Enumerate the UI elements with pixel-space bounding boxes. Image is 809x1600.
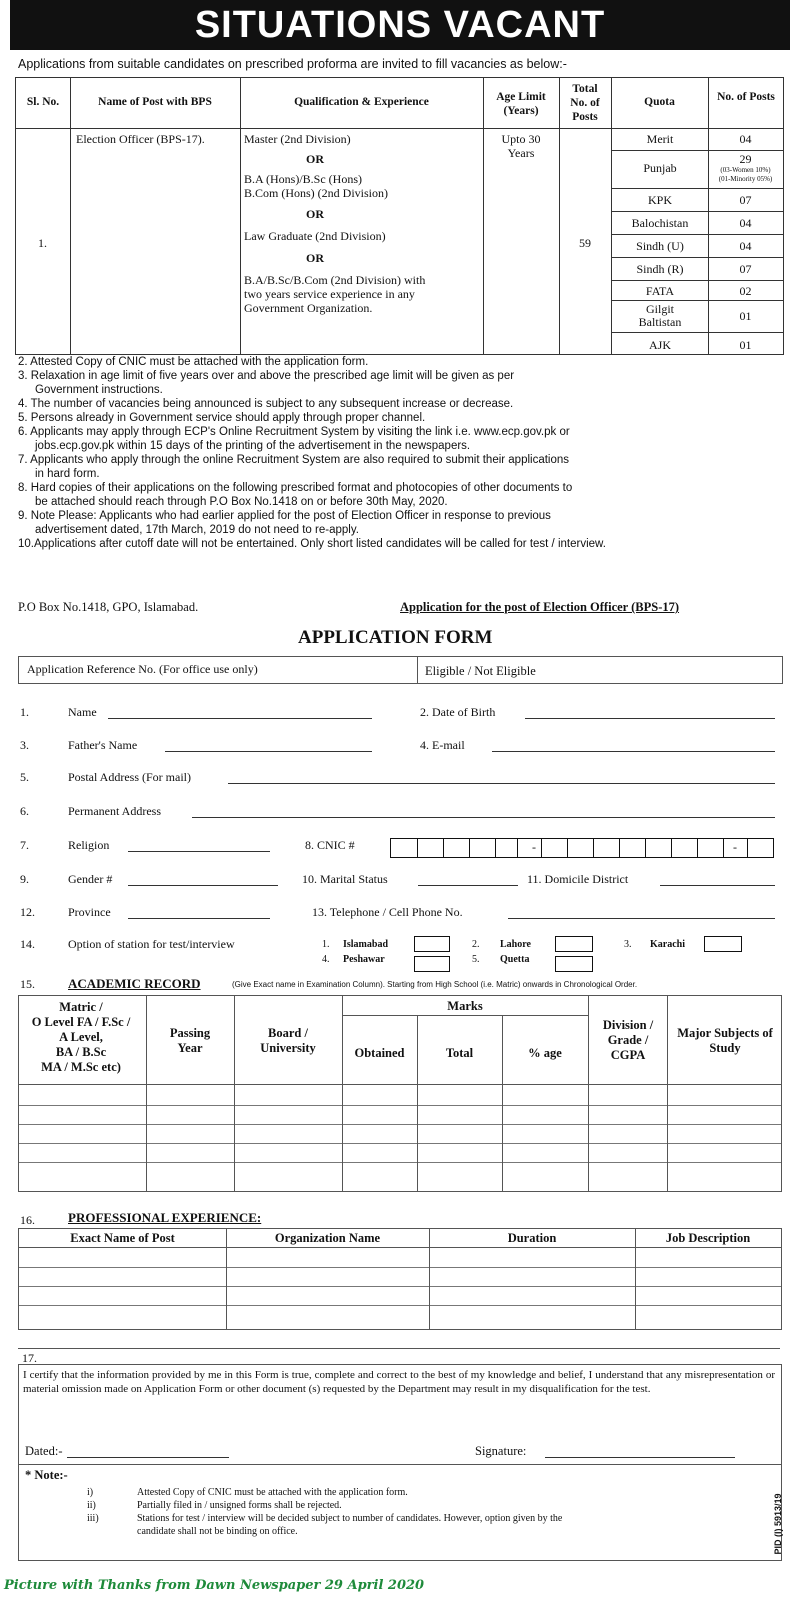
note-item: advertisement dated, 17th March, 2019 do not need to re-apply. — [35, 524, 359, 536]
quota-name: Merit — [646, 132, 674, 146]
page-title-banner: SITUATIONS VACANT — [10, 0, 790, 50]
station-option-label: Option of station for test/interview — [68, 937, 235, 951]
station-num: 4. — [322, 954, 330, 965]
qual-ba-bsc: B.A/B.Sc/B.Com (2nd Division) with — [244, 273, 426, 287]
karachi-checkbox[interactable] — [704, 936, 742, 952]
col-job-description: Job Description — [665, 1231, 751, 1245]
form-note-text: Attested Copy of CNIC must be attached with the application form. — [137, 1487, 408, 1498]
field-num: 14. — [20, 937, 35, 951]
field-num: 5. — [20, 770, 29, 784]
form-notes-list — [87, 1486, 747, 1538]
vacancy-table — [15, 77, 784, 355]
cnic-dash: - — [532, 840, 536, 854]
total-posts-value: 59 — [579, 236, 591, 250]
form-note-num — [87, 1525, 137, 1538]
dated-field[interactable] — [67, 1457, 229, 1458]
form-note-item — [87, 1486, 747, 1499]
domicile-field[interactable] — [660, 885, 775, 886]
quota-posts: 29 — [739, 152, 752, 166]
experience-table — [18, 1228, 782, 1330]
note-item: jobs.ecp.gov.pk within 15 days of the printing of the advertisement in the newspapers. — [35, 440, 471, 452]
note-item: be attached should reach through P.O Box No.1418 on or before 30th May, 2020. — [35, 496, 448, 508]
qual-or-2: OR — [306, 207, 324, 221]
quota-posts: 07 — [739, 262, 752, 276]
col-passing-year: Passing Year — [169, 1026, 211, 1055]
note-item: 5. Persons already in Government service should apply through proper channel. — [18, 412, 426, 424]
form-note-num: iii) — [87, 1513, 99, 1524]
cnic-label: 8. CNIC # — [305, 838, 355, 852]
sl-no-value: 1. — [38, 236, 47, 250]
col-organization: Organization Name — [274, 1231, 381, 1245]
section-num: 15. — [20, 977, 35, 991]
cnic-dash: - — [733, 840, 737, 854]
station-num: 3. — [624, 939, 632, 950]
quota-name: AJK — [648, 338, 671, 352]
col-division: Division / Grade / CGPA — [602, 1018, 654, 1062]
qual-ba-hons: B.A (Hons)/B.Sc (Hons) — [244, 172, 363, 186]
col-subjects: Major Subjects of Study — [677, 1026, 773, 1055]
academic-record-table — [18, 995, 782, 1192]
dob-label: 2. Date of Birth — [420, 705, 496, 719]
office-use-box — [18, 656, 783, 684]
field-num: 1. — [20, 705, 29, 719]
form-note-item — [87, 1499, 747, 1512]
quota-row — [612, 235, 783, 258]
province-field[interactable] — [128, 918, 270, 919]
quota-row — [612, 128, 783, 151]
lahore-label: Lahore — [500, 939, 531, 950]
col-exam-line: Matric / — [59, 1000, 103, 1014]
header-age-limit: Age Limit (Years) — [496, 91, 546, 117]
form-note-num: ii) — [87, 1500, 96, 1511]
peshawar-label: Peshawar — [343, 954, 385, 965]
phone-field[interactable] — [508, 918, 775, 919]
quota-name: Punjab — [643, 161, 677, 175]
col-percentage: % age — [528, 1046, 562, 1060]
section-num: 16. — [20, 1213, 35, 1227]
note-item: 2. Attested Copy of CNIC must be attached with the application form. — [18, 356, 369, 368]
quota-row — [612, 301, 783, 333]
quota-posts: 01 — [739, 309, 752, 323]
eligible-label: Eligible / Not Eligible — [425, 664, 536, 678]
note-item: in hard form. — [35, 468, 100, 480]
form-note-text: Stations for test / interview will be decided subject to number of candidates. However, option given by the — [137, 1513, 563, 1524]
declaration-box — [18, 1364, 782, 1465]
name-label: Name — [68, 705, 97, 719]
karachi-label: Karachi — [650, 939, 685, 950]
field-num: 7. — [20, 838, 29, 852]
quota-row — [612, 212, 783, 235]
note-item: Government instructions. — [35, 384, 163, 396]
po-box: P.O Box No.1418, GPO, Islamabad. — [18, 600, 199, 614]
quota-posts: 02 — [739, 284, 752, 298]
professional-experience-title: PROFESSIONAL EXPERIENCE: — [68, 1210, 262, 1225]
field-num: 3. — [20, 738, 29, 752]
qualification-list — [244, 132, 480, 315]
note-item: 9. Note Please: Applicants who had earlier applied for the post of Election Officer in response to previous — [18, 510, 551, 522]
age-limit-line2: Years — [507, 146, 535, 160]
note-item: 3. Relaxation in age limit of five years over and above the prescribed age limit will be given as per — [18, 370, 515, 382]
col-post: Exact Name of Post — [70, 1231, 175, 1245]
father-name-label: Father's Name — [68, 738, 138, 752]
quota-posts: 07 — [739, 193, 752, 207]
phone-label: 13. Telephone / Cell Phone No. — [312, 905, 463, 919]
form-notes-title: * Note:- — [25, 1468, 68, 1482]
note-item: 6. Applicants may apply through ECP's Online Recruitment System by visiting the link i.e. www.ecp.gov.pk or — [18, 426, 570, 438]
peshawar-checkbox[interactable] — [414, 956, 450, 972]
ref-label: Application Reference No. (For office use only) — [27, 662, 258, 676]
form-note-text: Partially filed in / unsigned forms shall be rejected. — [137, 1500, 342, 1511]
name-field[interactable] — [108, 718, 372, 719]
quota-posts: 04 — [739, 132, 752, 146]
form-note-item — [87, 1525, 747, 1538]
declaration-text: I certify that the information provided by me in this Form is true, complete and correct to the best of my knowledge and belief, I understand that any misrepresentation or material omission made on Application Form or other document (s) requested by the Department may result in my disqualification for the test. — [23, 1369, 775, 1395]
quota-posts: 01 — [739, 338, 752, 352]
quota-name: Sindh (R) — [636, 262, 684, 276]
header-sl-no: Sl. No. — [26, 96, 60, 108]
col-exam-line: MA / M.Sc etc) — [41, 1060, 121, 1074]
quota-name: Gilgit Baltistan — [638, 302, 682, 329]
credit-text: Picture with Thanks from Dawn Newspaper 29 April 2020 — [4, 1578, 425, 1593]
qual-law: Law Graduate (2nd Division) — [244, 229, 386, 243]
email-field[interactable] — [492, 751, 775, 752]
dob-field[interactable] — [525, 718, 775, 719]
gender-field[interactable] — [128, 885, 278, 886]
header-no-of-posts: No. of Posts — [717, 91, 775, 103]
lahore-checkbox[interactable] — [555, 936, 593, 952]
quota-name: Balochistan — [631, 216, 689, 230]
quota-row — [612, 333, 783, 355]
quota-list — [612, 128, 783, 355]
quota-posts: 04 — [739, 216, 752, 230]
age-limit-value — [483, 132, 559, 160]
permanent-address-field[interactable] — [192, 817, 775, 818]
quetta-label: Quetta — [500, 954, 530, 965]
form-note-text: candidate shall not be binding on office. — [137, 1526, 298, 1537]
marital-status-field[interactable] — [418, 885, 518, 886]
application-for: Application for the post of Election Officer (BPS-17) — [400, 600, 680, 614]
gender-label: Gender # — [68, 872, 113, 886]
col-exam — [15, 1000, 147, 1075]
col-board: Board / University — [260, 1026, 316, 1055]
quota-row — [612, 258, 783, 281]
field-num: 6. — [20, 804, 29, 818]
note-item: 8. Hard copies of their applications on the following prescribed format and photocopies of other documents to — [18, 482, 573, 494]
signature-label: Signature: — [475, 1444, 527, 1458]
quota-row — [612, 281, 783, 301]
col-marks: Marks — [447, 999, 483, 1013]
islamabad-checkbox[interactable] — [414, 936, 450, 952]
col-obtained: Obtained — [354, 1046, 405, 1060]
note-item: 7. Applicants who apply through the online Recruitment System are also required to submit their applications — [18, 454, 570, 466]
station-num: 5. — [472, 954, 480, 965]
qual-bcom-hons: B.Com (Hons) (2nd Division) — [244, 186, 388, 200]
religion-label: Religion — [68, 838, 110, 852]
islamabad-label: Islamabad — [343, 939, 389, 950]
postal-address-label: Postal Address (For mail) — [68, 770, 191, 784]
form-notes-box — [18, 1464, 782, 1561]
quota-posts: 04 — [739, 239, 752, 253]
signature-field[interactable] — [545, 1457, 735, 1458]
note-item: 4. The number of vacancies being announced is subject to any subsequent increase or decrease. — [18, 398, 514, 410]
station-num: 1. — [322, 939, 330, 950]
header-quota: Quota — [644, 96, 675, 108]
qual-or-1: OR — [306, 152, 324, 166]
quota-name: Sindh (U) — [636, 239, 684, 253]
domicile-label: 11. Domicile District — [527, 872, 629, 886]
station-num: 2. — [472, 939, 480, 950]
col-duration: Duration — [507, 1231, 557, 1245]
qual-experience: two years service experience in any — [244, 287, 415, 301]
quota-row — [612, 189, 783, 212]
field-num: 9. — [20, 872, 29, 886]
quetta-checkbox[interactable] — [555, 956, 593, 972]
form-title: APPLICATION FORM — [298, 627, 493, 648]
col-exam-line: O Level FA / F.Sc / — [31, 1015, 131, 1029]
qual-master: Master (2nd Division) — [244, 132, 351, 146]
form-note-item — [87, 1512, 747, 1525]
form-note-num: i) — [87, 1487, 94, 1498]
section-num: 17. — [22, 1351, 37, 1365]
field-num: 12. — [20, 905, 35, 919]
qual-or-3: OR — [306, 251, 324, 265]
postal-address-field[interactable] — [228, 783, 775, 784]
header-post-name: Name of Post with BPS — [98, 96, 212, 108]
post-name-value: Election Officer (BPS-17). — [76, 132, 205, 146]
cnic-field[interactable] — [390, 838, 774, 858]
header-total-posts: Total No. of Posts — [570, 83, 600, 123]
quota-note-minority: (01-Minority 05%) — [718, 175, 773, 183]
religion-field[interactable] — [128, 851, 270, 852]
father-name-field[interactable] — [165, 751, 372, 752]
academic-instruction: (Give Exact name in Examination Column). Starting from High School (i.e. Matric) onwards in Chronological Order. — [232, 980, 638, 989]
province-label: Province — [68, 905, 111, 919]
note-item: 10.Applications after cutoff date will not be entertained. Only short listed candidates will be called for test / interview. — [18, 538, 606, 550]
quota-note-women: (03-Women 10%) — [720, 166, 771, 174]
permanent-address-label: Permanent Address — [68, 804, 161, 818]
email-label: 4. E-mail — [420, 738, 465, 752]
intro-text: Applications from suitable candidates on prescribed proforma are invited to fill vacancies as below:- — [18, 57, 567, 71]
pid-code: PID (I) 5913/19 — [773, 1493, 783, 1555]
quota-name: KPK — [647, 193, 672, 207]
age-limit-line1: Upto 30 — [501, 132, 541, 146]
quota-row — [612, 151, 783, 189]
col-exam-line: BA / B.Sc — [55, 1045, 107, 1059]
notes-list — [18, 355, 788, 551]
qual-government: Government Organization. — [244, 301, 373, 315]
col-exam-line: A Level, — [59, 1030, 103, 1044]
quota-name: FATA — [645, 284, 675, 298]
marital-status-label: 10. Marital Status — [302, 872, 388, 886]
academic-record-title: ACADEMIC RECORD — [68, 976, 201, 991]
dated-label: Dated:- — [25, 1444, 63, 1458]
col-total: Total — [445, 1046, 474, 1060]
header-qualification: Qualification & Experience — [294, 96, 429, 108]
